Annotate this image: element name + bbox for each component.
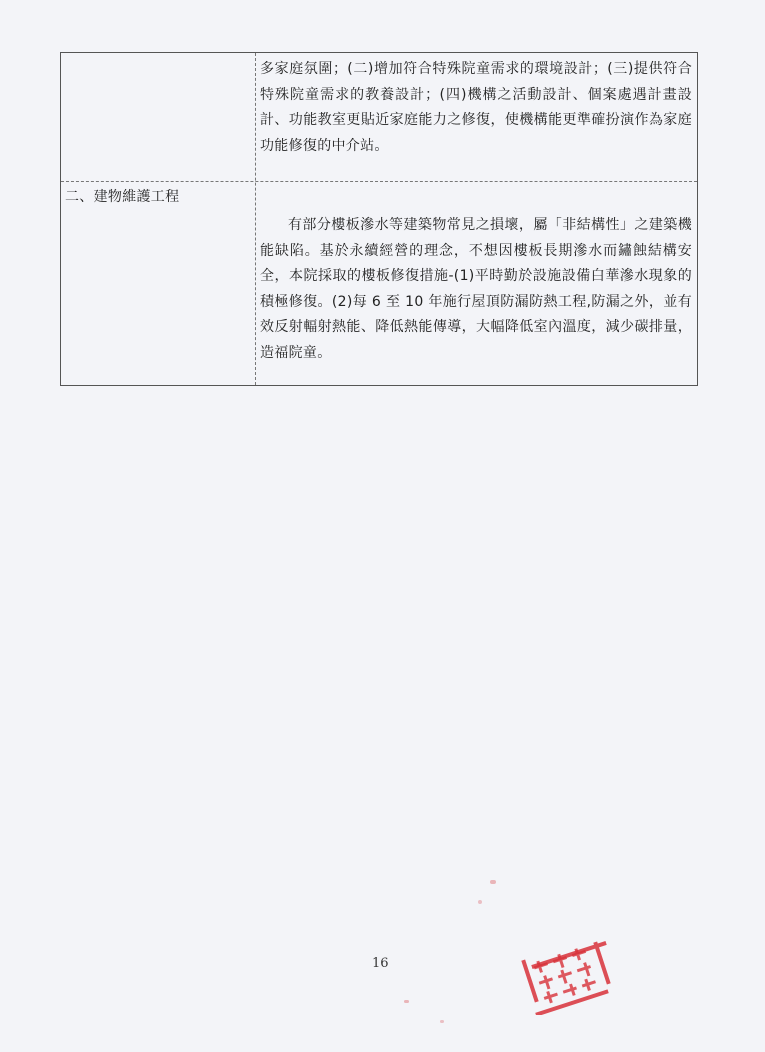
page-number: 16 [372,956,389,971]
row-divider [61,181,697,182]
ink-speck [404,1000,409,1003]
column-divider [255,53,256,385]
ink-speck [440,1020,444,1023]
ink-speck [478,900,482,904]
row2-content: 有部分樓板滲水等建築物常見之損壞，屬「非結構性」之建築機能缺陷。基於永續經營的理念，不想因樓板長期滲水而鏽蝕結構安全，本院採取的樓板修復措施-(1)平時勤於設施設備白華滲水現象的積極修復。(2)每 6 至 10 年施行屋頂防漏防熱工程,防漏之外，並有效反射輻射熱能、降低熱能傳導，大幅降低室內溫度，減少碳排量，造福院童。 [260,217,692,361]
seal-stamp-icon [520,935,612,1015]
row2-label: 二、建物維護工程 [65,189,180,205]
row1-content: 多家庭氛圍；(二)增加符合特殊院童需求的環境設計；(三)提供符合特殊院童需求的教養設計；(四)機構之活動設計、個案處遇計畫設計、功能教室更貼近家庭能力之修復，使機構能更準確扮演作為家庭功能修復的中介站。 [260,61,692,154]
content-table [60,52,698,386]
ink-speck [490,880,496,884]
